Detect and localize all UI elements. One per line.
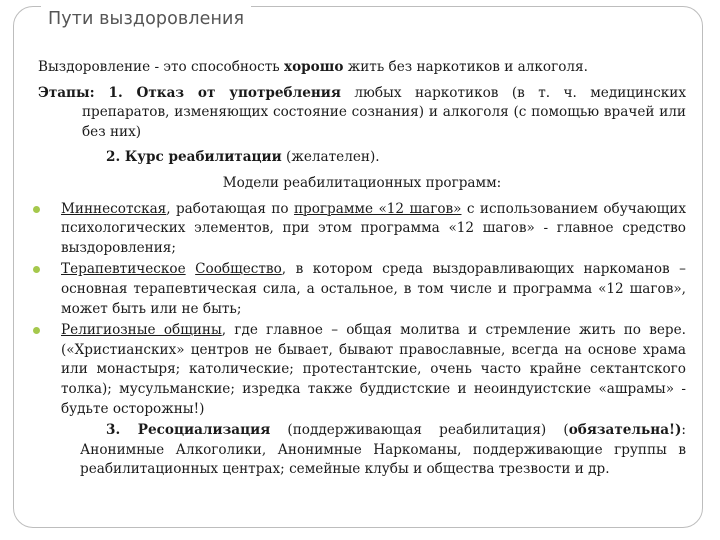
rehab-course-rest: (желателен).: [281, 149, 380, 166]
resocialization-paragraph: [38, 421, 686, 480]
models-heading: Модели реабилитационных программ:: [222, 174, 502, 191]
therapeutic-text: , в котором среда выздоравливающих наркоманов – основная терапевтическая сила, а остальное, в том числе и программа «12 шагов», может быть или не быть;: [61, 261, 686, 317]
bullet-dot-icon: [33, 266, 40, 273]
stages-text: любых наркотиков (в т. ч. медицинских препаратов, изменяющих состояние сознания) и алкоголя (с помощью врачей или без них): [82, 84, 686, 140]
resocialization-bold: 3. Ресоциализация: [106, 422, 271, 439]
intro-text-after: жить без наркотиков и алкоголя.: [343, 59, 588, 75]
bullet-dot-icon: [33, 327, 40, 334]
resocialization-mandatory: обязательна!): [568, 422, 682, 439]
list-item-religious-communities: [38, 321, 686, 419]
intro-paragraph: [38, 58, 686, 78]
religious-name: Религиозные общины: [61, 322, 222, 339]
intro-bold: хорошо: [283, 59, 344, 75]
list-item-minnesota: [38, 200, 686, 259]
twelve-steps-link: программе «12 шагов»: [293, 200, 462, 217]
resocialization-text-2: : Анонимные Алкоголики, Анонимные Наркоманы, поддерживающие группы в реабилитационных центрах; семейные клубы и общества трезвости и др.: [80, 422, 686, 478]
models-list: [38, 200, 686, 420]
slide-title: Пути выздоровления: [41, 6, 251, 32]
stages-paragraph: [38, 84, 686, 143]
slide-body: [38, 58, 686, 486]
rehab-course: [106, 148, 686, 168]
resocialization-text-1: (поддерживающая реабилитация) (: [270, 422, 569, 439]
stages-label: Этапы: 1. Отказ от употребления: [38, 84, 341, 101]
therapeutic-name-1: Терапевтическое: [61, 261, 186, 278]
list-item-therapeutic-community: [38, 260, 686, 319]
minnesota-text-1: , работающая по: [166, 200, 294, 217]
minnesota-text-2: с использованием обучающих психологических элементов, при этом программа «12 шагов» - главное средство выздоровления;: [61, 200, 686, 256]
religious-text: , где главное – общая молитва и стремление жить по вере. («Христианских» центров не бывает, бывают православные, всегда на основе храма или монастыря; католические; протестантские, очень часто крайне сектантского толка); мусульманские; изредка также буддистские и неоиндуистские «ашрамы» - будьте осторожны!): [61, 322, 687, 417]
bullet-dot-icon: [33, 206, 40, 213]
therapeutic-name-2: Сообщество: [195, 261, 282, 278]
rehab-course-bold: 2. Курс реабилитации: [106, 149, 282, 166]
minnesota-name: Миннесотская: [61, 200, 167, 217]
intro-text-before: Выздоровление - это способность: [38, 59, 284, 75]
